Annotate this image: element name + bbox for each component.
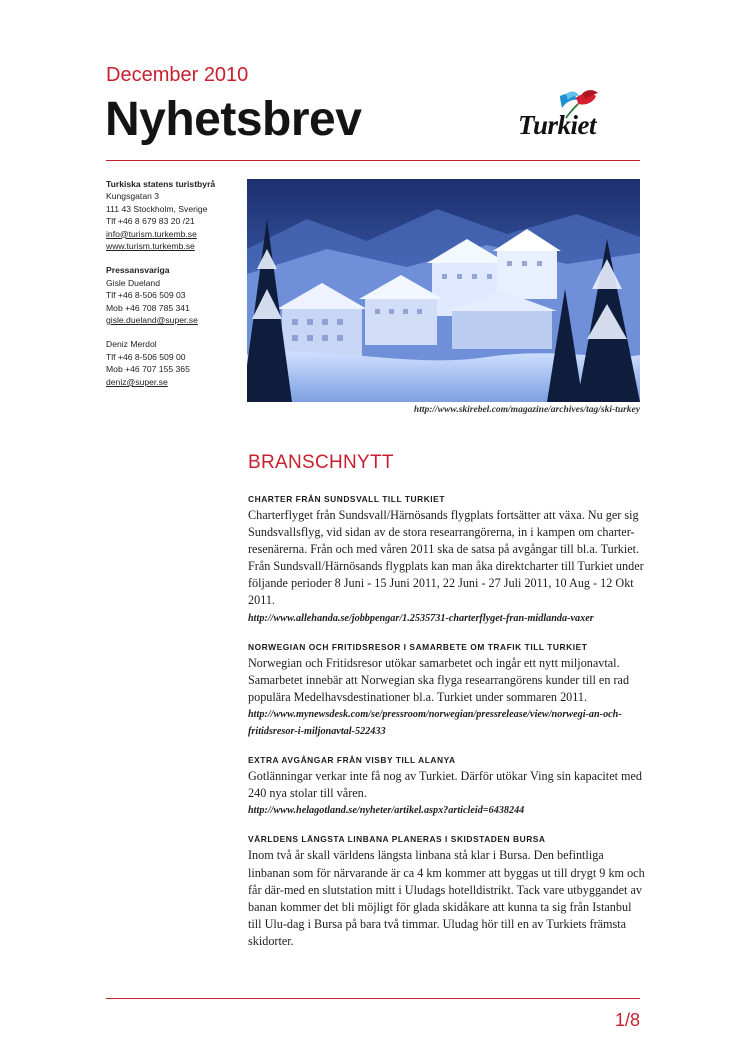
contact1-mob: Mob +46 708 785 341	[106, 302, 190, 313]
org-street: Kungsgatan 3	[106, 191, 160, 202]
photo-credit[interactable]: http://www.skirebel.com/magazine/archives/tag/ski-turkey	[413, 405, 640, 415]
article-heading: NORWEGIAN OCH FRITIDSRESOR I SAMARBETE OM TRAFIK TILL TURKIET	[248, 641, 588, 652]
contact-sidebar	[106, 178, 241, 388]
contact2-tlf: Tlf +46 8-506 509 00	[106, 351, 186, 362]
page-number: 1/8	[614, 1010, 640, 1030]
article	[248, 642, 648, 740]
header-divider	[106, 160, 640, 161]
article-body: Charterflyget från Sundsvall/Härnösands flygplats fortsätter att växa. Nu ger sig Sundsvallsflyg, vid sidan av de stora researrangörerna, in i kampen om charter-resenärerna. Från och med våren 2011 ska de satsa på avgångar till bl.a. Turkiet. Från Sundsvall/Härnösands flygplats kan man åka direktcharter till Turkiet under följande perioder 8 Juni - 15 Juni 2011, 22 Juni - 27 Juli 2011, 10 Aug - 12 Okt 2011.	[248, 508, 644, 608]
org-name: Turkiska statens turistbyrå	[106, 179, 216, 189]
org-email-link[interactable]: info@turism.turkemb.se	[106, 228, 197, 239]
contact1-name: Gisle Dueland	[106, 277, 160, 288]
footer-divider	[106, 998, 640, 999]
press-heading: Pressansvariga	[106, 265, 170, 276]
article	[248, 755, 648, 819]
article-body: Norwegian och Fritidsresor utökar samarbetet och ingår ett nytt miljonavtal. Samarbetet innebär att Norwegian ska flyga researrangörens kunder till en rad populära Medelhavsdestinationer bl.a. Turkiet under sommaren 2011.	[248, 655, 630, 704]
ski-resort-photo	[247, 179, 640, 402]
article-link[interactable]: http://www.helagotland.se/nyheter/artikel.aspx?articleid=6438244	[248, 805, 525, 817]
org-city: 111 43 Stockholm, Sverige	[106, 203, 208, 214]
contact2-name: Deniz Merdol	[106, 339, 157, 350]
article-heading: VÄRLDENS LÄNGSTA LINBANA PLANERAS I SKIDSTADEN BURSA	[248, 834, 546, 845]
contact1-email-link[interactable]: gisle.dueland@super.se	[106, 315, 198, 326]
article-body: Gotlänningar verkar inte få nog av Turkiet. Därför utökar Ving sin kapacitet med 240 nya stolar till våren.	[248, 769, 643, 801]
contact2-email-link[interactable]: deniz@super.se	[106, 376, 168, 387]
article-link[interactable]: http://www.mynewsdesk.com/se/pressroom/norwegian/pressrelease/view/norwegi-an-och-fritidsresor-i-miljonavtal-522433	[248, 708, 622, 738]
article	[248, 834, 648, 950]
article-list	[248, 494, 648, 965]
article	[248, 494, 648, 627]
section-title: BRANSCHNYTT	[248, 452, 394, 473]
newsletter-title: Nyhetsbrev	[105, 93, 362, 146]
article-heading: EXTRA AVGÅNGAR FRÅN VISBY TILL ALANYA	[248, 755, 456, 766]
newsletter-date: December 2010	[106, 64, 249, 86]
contact1-tlf: Tlf +46 8-506 509 03	[106, 290, 186, 301]
svg-text:Turkiet: Turkiet	[518, 110, 597, 140]
article-body: Inom två år skall världens längsta linbana stå klar i Bursa. Den befintliga linbanan som för närvarande är ca 4 km kommer att byggas ut till drygt 9 km och får där-med en slutstation mitt i Uludags hotelldistrikt. Tack vare utbyggandet av banan kommer det bli möjligt för glada skidåkare att kunna ta sig från Istanbul till Ulu-dag i Bursa på bara två timmar. Uludag hör till en av Turkiets främsta skidorter.	[248, 848, 645, 948]
ski-resort-illustration	[247, 179, 640, 402]
org-web-link[interactable]: www.turism.turkemb.se	[106, 241, 195, 252]
contact2-mob: Mob +46 707 155 365	[106, 364, 190, 375]
article-heading: CHARTER FRÅN SUNDSVALL TILL TURKIET	[248, 494, 445, 504]
article-link[interactable]: http://www.allehanda.se/jobbpengar/1.2535731-charterflyget-fran-midlanda-vaxer	[248, 612, 594, 624]
org-phone: Tlf +46 8 679 83 20 /21	[106, 216, 195, 227]
turkiet-logo	[516, 90, 642, 140]
